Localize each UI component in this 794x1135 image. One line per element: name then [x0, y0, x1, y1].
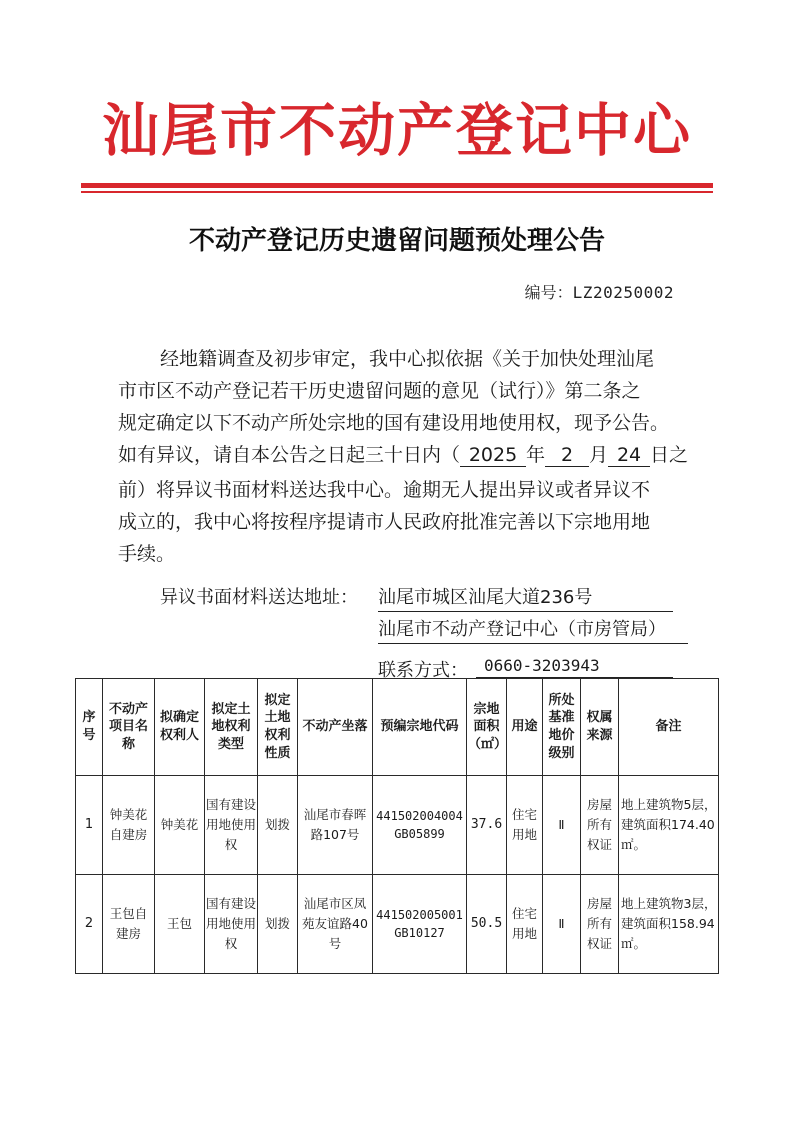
- column-header: 预编宗地代码: [373, 679, 467, 776]
- paragraph-line: 前）将异议书面材料送达我中心。逾期无人提出异议或者异议不: [118, 479, 651, 501]
- table-cell: 441502004004GB05899: [373, 776, 467, 875]
- column-header: 拟确定权利人: [155, 679, 205, 776]
- address-line-1: 汕尾市城区汕尾大道236号: [378, 583, 673, 612]
- paragraph-line: 市市区不动产登记若干历史遗留问题的意见（试行）》第二条之: [118, 380, 641, 402]
- table-cell: 住宅用地: [507, 776, 543, 875]
- address-line-2: 汕尾市不动产登记中心（市房管局）: [378, 615, 688, 644]
- table-cell: 王包自建房: [103, 875, 155, 974]
- document-number-label: 编号：: [524, 283, 573, 302]
- table-cell: 国有建设用地使用权: [205, 776, 258, 875]
- agency-masthead: 汕尾市不动产登记中心: [102, 97, 692, 164]
- deadline-suffix: 日之: [650, 444, 689, 466]
- table-cell: 国有建设用地使用权: [205, 875, 258, 974]
- table-cell: 房屋所有权证: [581, 875, 619, 974]
- table-cell: 50.5: [467, 875, 507, 974]
- document-number: [525, 280, 674, 303]
- table-cell: 钟美花自建房: [103, 776, 155, 875]
- column-header: 不动产项目名称: [103, 679, 155, 776]
- column-header: 不动产坐落: [298, 679, 373, 776]
- deadline-month: 2: [545, 445, 589, 467]
- table-cell: 37.6: [467, 776, 507, 875]
- document-number-value: LZ20250002: [572, 283, 674, 302]
- table-cell: 王包: [155, 875, 205, 974]
- address-label: 异议书面材料送达地址：: [160, 587, 358, 608]
- parcel-table: [75, 678, 719, 974]
- table-row: [76, 776, 719, 875]
- paragraph-line: 成立的，我中心将按程序提请市人民政府批准完善以下宗地用地: [118, 511, 651, 533]
- table-cell: Ⅱ: [543, 776, 581, 875]
- paragraph-line: 手续。: [118, 543, 176, 565]
- masthead-rule-thin: [81, 191, 713, 193]
- paragraph-line: 经地籍调查及初步审定，我中心拟依据《关于加快处理汕尾: [160, 348, 655, 370]
- table-header-row: [76, 679, 719, 776]
- column-header: 所处基准地价级别: [543, 679, 581, 776]
- month-unit: 月: [589, 444, 609, 466]
- paragraph-line: 规定确定以下不动产所处宗地的国有建设用地使用权，现予公告。: [118, 412, 670, 434]
- deadline-prefix: 如有异议，请自本公告之日起三十日内（: [118, 444, 461, 466]
- table-cell: 汕尾市春晖路107号: [298, 776, 373, 875]
- table-cell: 地上建筑物3层，建筑面积158.94㎡。: [619, 875, 719, 974]
- masthead-rule-thick: [81, 183, 713, 188]
- paragraph-line-deadline: [118, 440, 688, 467]
- table-cell: 房屋所有权证: [581, 776, 619, 875]
- column-header: 备注: [619, 679, 719, 776]
- table-row: [76, 875, 719, 974]
- table-cell: 划拨: [258, 776, 298, 875]
- column-header: 宗地面积（㎡）: [467, 679, 507, 776]
- contact-label: 联系方式：: [378, 660, 468, 681]
- table-cell: 441502005001GB10127: [373, 875, 467, 974]
- table-cell: 1: [76, 776, 103, 875]
- column-header: 拟定土地权利类型: [205, 679, 258, 776]
- deadline-year: 2025: [460, 445, 526, 467]
- notice-title: 不动产登记历史遗留问题预处理公告: [188, 226, 605, 256]
- column-header: 用途: [507, 679, 543, 776]
- deadline-day: 24: [608, 445, 650, 467]
- table-cell: 2: [76, 875, 103, 974]
- column-header: 拟定土地权利性质: [258, 679, 298, 776]
- column-header: 权属来源: [581, 679, 619, 776]
- table-cell: 汕尾市区凤苑友谊路40号: [298, 875, 373, 974]
- table-cell: 地上建筑物5层，建筑面积174.40㎡。: [619, 776, 719, 875]
- table-cell: 住宅用地: [507, 875, 543, 974]
- contact-phone: 0660-3203943: [476, 656, 673, 678]
- table-cell: 钟美花: [155, 776, 205, 875]
- column-header: 序号: [76, 679, 103, 776]
- table-cell: 划拨: [258, 875, 298, 974]
- year-unit: 年: [526, 444, 546, 466]
- table-cell: Ⅱ: [543, 875, 581, 974]
